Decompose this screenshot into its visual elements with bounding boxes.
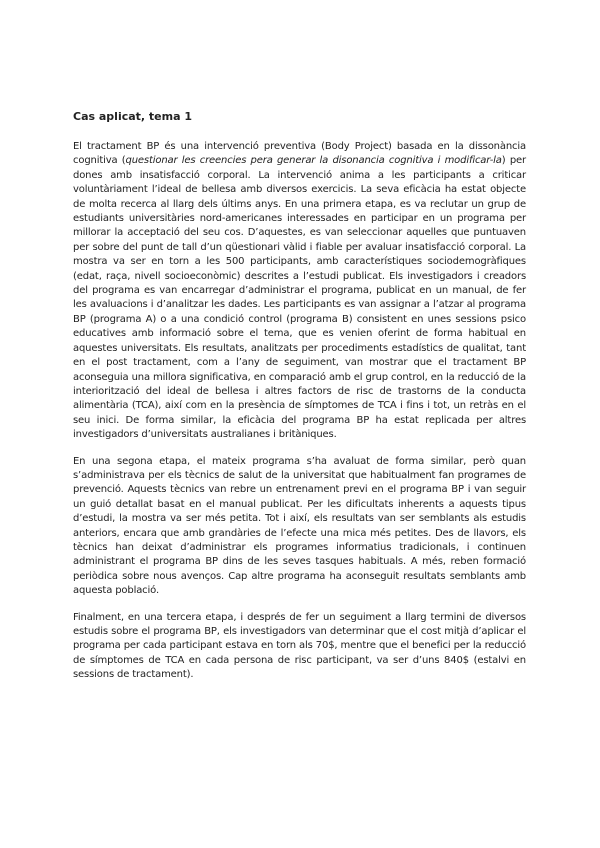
paragraph-1-italic-text: questionar les creencies pera generar la disonancia cognitiva i modificar-la — [125, 155, 502, 167]
paragraph-2: En una segona etapa, el mateix programa s’ha avaluat de forma similar, però quan s’administrava per els tècnics de salut de la universitat que habitualment fan programes de prevenció. Aquests tècnics van rebre un entrenament previ en el programa BP i van seguir un guió detallat basat en el manual publicat. Per les dificultats inherents a aquests tipus d’estudi, la mostra va ser més petita. Tot i així, els resultats van ser semblants als estudis anteriors, encara que amb grandàries de l’efecte una mica més petites. Des de llavors, els tècnics han deixat d’administrar els programes informatius tradicionals, i continuen administrant el programa BP dins de les seves tasques habituals. A més, reben formació periòdica sobre nous avenços. Cap altre programa ha aconseguit resultats semblants amb aquesta població. — [73, 455, 526, 597]
paragraph-1-text-start: El tractament BP és una intervenció preventiva (Body Project) basada en la dissonància cognitiva ( — [73, 141, 526, 167]
document-title: Cas aplicat, tema 1 — [73, 110, 193, 123]
paragraph-3: Finalment, en una tercera etapa, i després de fer un seguiment a llarg termini de diversos estudis sobre el programa BP, els investigadors van determinar que el cost mitjà d’aplicar el programa per cada participant estava en torn als 70$, mentre que el benefici per la reducció de símptomes de TCA en cada persona de risc participant, va ser d’uns 840$ (estalvi en sessions de tractament). — [73, 611, 526, 681]
document-page — [73, 110, 526, 695]
paragraph-1 — [73, 140, 526, 443]
paragraph-1-text-end: ) per dones amb insatisfacció corporal. La intervenció anima a les participants a criticar voluntàriament l’ideal de bellesa amb diversos exercicis. La seva eficàcia ha estat objecte de molta recerca al llarg dels últims anys. En una primera etapa, es va reclutar un grup de estudiants universitàries nord-americanes interessades en participar en un programa per millorar la acceptació del seu cos. D’aquestes, es van seleccionar aquelles que puntuaven per sobre del punt de tall d’un qüestionari vàlid i fiable per avaluar insatisfacció corporal. La mostra va ser en torn a les 500 participants, amb característiques sociodemogràfiques (edat, raça, nivell socioeconòmic) descrites a l’estudi publicat. Els investigadors i creadors del programa es van encarregar d’administrar el programa, publicat en un manual, de fer les avaluacions i d’analitzar les dades. Les participants es van assignar a l’atzar al programa BP (programa A) o a una condició control (programa B) consistent en unes sessions psico educatives amb informació sobre el tema, que es venien oferint de forma habitual en aquestes universitats. Els resultats, analitzats per procediments estadístics de qualitat, tant en el post tractament, com a l’any de seguiment, van mostrar que el tractament BP aconseguia una millora significativa, en comparació amb el grup control, en la reducció de la interiorització del ideal de bellesa i altres factors de risc de trastorns de la conducta alimentària (TCA), així com en la presència de símptomes de TCA i fins i tot, un retràs en el seu inici. De forma similar, la eficàcia del programa BP ha estat replicada per altres investigadors d’universitats australianes i britàniques. — [73, 155, 526, 441]
